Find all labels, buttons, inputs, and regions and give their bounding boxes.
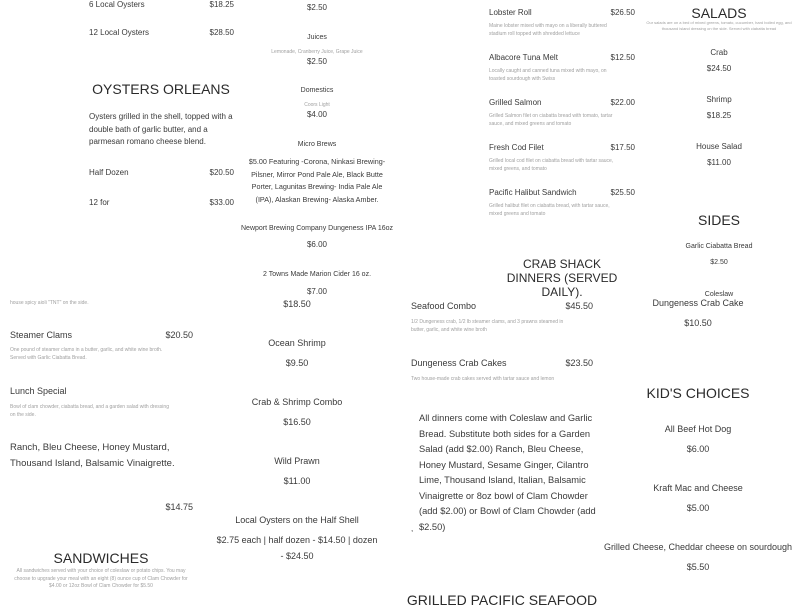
menu-item-price: $10.50 xyxy=(684,318,712,328)
menu-item-price: $18.25 xyxy=(209,0,234,9)
menu-item-price: $45.50 xyxy=(565,301,593,311)
menu-item-name: 12 for xyxy=(89,198,110,207)
menu-item-price: $22.00 xyxy=(610,98,635,107)
menu-item-price: $2.75 each | half dozen - $14.50 | dozen - $24.50 xyxy=(216,535,378,561)
menu-item-name: Crab & Shrimp Combo xyxy=(251,397,343,407)
menu-item-description: Bowl of clam chowder, ciabatta bread, and a garden salad with dressing on the side. xyxy=(10,404,169,418)
menu-item-price: $2.50 xyxy=(306,3,328,12)
menu-item-name: 12 Local Oysters xyxy=(89,28,150,37)
dressing-options: Ranch, Bleu Cheese, Honey Mustard, Thousand Island, Balsamic Vinaigrette. xyxy=(10,442,175,469)
menu-item-price: $18.50 xyxy=(283,299,311,309)
menu-item-sub: $5.00 Featuring -Corona, Ninkasi Brewing- Pilsner, Mirror Pond Pale Ale, Black Butte Porter, Lagunitas Brewing- India Pale Ale (IPA), Alaskan Brewing- Alaska Amber. xyxy=(248,157,386,204)
menu-item-sub: Coors Light xyxy=(304,102,330,108)
menu-item-price: $25.50 xyxy=(610,188,635,197)
menu-item-name: Domestics xyxy=(300,87,334,94)
menu-item-price: $5.50 xyxy=(686,562,710,572)
section-title-oysters-orleans: OYSTERS ORLEANS xyxy=(92,81,230,97)
menu-item-description: 1/2 Dungeness crab, 1/2 lb steamer clams, and 3 prawns steamed in butter, garlic, and white wine broth xyxy=(411,319,564,333)
menu-item-price: $4.00 xyxy=(306,110,328,119)
menu-item-price: $16.50 xyxy=(283,417,311,427)
menu-item-price: $12.50 xyxy=(610,53,635,62)
menu-item-name: Ocean Shrimp xyxy=(268,338,326,348)
menu-item-name: Micro Brews xyxy=(297,141,337,148)
menu-item-name: Half Dozen xyxy=(89,168,129,177)
menu-item-price: $11.00 xyxy=(707,158,731,167)
menu-item-price: $5.00 xyxy=(686,503,710,513)
menu-item-name: Pacific Halibut Sandwich xyxy=(489,188,577,197)
menu-item-price: $20.50 xyxy=(209,168,234,177)
menu-item-price: $24.50 xyxy=(706,64,732,73)
menu-item-name: Grilled Cheese, Cheddar cheese on sourdough xyxy=(603,542,793,552)
menu-item-name: Fresh Cod Filet xyxy=(489,143,544,152)
menu-item-description: Grilled local cod filet on ciabatta bread with tartar sauce, mixed greens, and tomato xyxy=(489,158,614,172)
menu-item-sub: Lemonade, Cranberry Juice, Grape Juice xyxy=(271,49,363,55)
section-title-sides: SIDES xyxy=(697,212,741,228)
menu-item-name: Wild Prawn xyxy=(274,456,320,466)
menu-item-name: Juices xyxy=(307,34,327,41)
section-title-salads: SALADS xyxy=(691,5,747,21)
item-note: house spicy aioli "TNT" on the side. xyxy=(10,300,89,306)
menu-item-price: $26.50 xyxy=(610,8,635,17)
menu-item-price: $17.50 xyxy=(610,143,635,152)
section-title-dinners: CRAB SHACK DINNERS (SERVED DAILY). xyxy=(506,257,618,299)
menu-item-name: All Beef Hot Dog xyxy=(664,424,732,434)
menu-item-description: Maine lobster mixed with mayo on a liberally buttered stadium roll topped with shredded lettuce xyxy=(489,23,607,37)
menu-item-name: Dungeness Crab Cake xyxy=(652,298,744,308)
menu-item-description: Grilled Salmon filet on ciabatta bread with tomato, tartar sauce, and mixed greens and tomato xyxy=(489,113,613,127)
menu-item-price: $20.50 xyxy=(165,330,193,340)
menu-item-name: Local Oysters on the Half Shell xyxy=(235,515,359,525)
menu-item-name: Garlic Ciabatta Bread xyxy=(685,243,753,250)
menu-item-price: $7.00 xyxy=(306,287,328,296)
section-description: Oysters grilled in the shell, topped with a double bath of garlic butter, and a parmesan romano cheese blend. xyxy=(89,112,233,146)
menu-item-name: Kraft Mac and Cheese xyxy=(653,483,743,493)
section-title-sandwiches: SANDWICHES xyxy=(53,550,149,566)
menu-item-price: $23.50 xyxy=(565,358,593,368)
menu-item-price: $9.50 xyxy=(285,358,309,368)
menu-item-price: $6.00 xyxy=(306,240,328,249)
menu-item-price: $33.00 xyxy=(209,198,234,207)
menu-item-name: Seafood Combo xyxy=(411,301,477,311)
stray-comma: , xyxy=(411,524,414,533)
menu-item-description: Grilled halibut filet on ciabatta bread, with tartar sauce, mixed greens and tomato xyxy=(489,203,610,217)
section-description: Our salads are on a bed of mixed greens, tomato, cucumber, hard boiled egg, and thousand island dressing on the side. Served with ciabatta bread xyxy=(646,20,792,31)
menu-item-price: $11.00 xyxy=(283,476,311,486)
menu-item-name: Lobster Roll xyxy=(489,8,532,17)
menu-item-description: Locally caught and canned tuna mixed with mayo, on toasted sourdough with Swiss xyxy=(489,68,607,82)
menu-item-price: $14.75 xyxy=(165,502,193,512)
menu-item-name: House Salad xyxy=(696,142,742,151)
dinner-sides-note: All dinners come with Coleslaw and Garlic Bread. Substitute both sides for a Garden Salad (add $2.00) Ranch, Bleu Cheese, Honey Mustard, Sesame Ginger, Cilantro Lime, Thousand Island, Italian, Balsamic Vinaigrette or 8oz bowl of Clam Chowder (add $2.00) or Bowl of Clam Chowder (add $2.50) xyxy=(419,413,596,532)
menu-item-name: Albacore Tuna Melt xyxy=(489,53,558,62)
menu-item-name: Shrimp xyxy=(706,95,732,104)
section-description: All sandwiches served with your choice of coleslaw or potato chips. You may choose to upgrade your meal with an eight (8) ounce cup of Clam Chowder for $4.00 or 12oz Bowl of Clam Chowder for $5.50 xyxy=(14,568,188,589)
menu-item-price: $28.50 xyxy=(209,28,234,37)
menu-item-price: $2.50 xyxy=(306,57,328,66)
menu-item-name: Lunch Special xyxy=(10,386,67,396)
menu-item-name: 2 Towns Made Marion Cider 16 oz. xyxy=(262,271,372,278)
menu-item-price: $6.00 xyxy=(686,444,710,454)
section-title-grilled-seafood: GRILLED PACIFIC SEAFOOD xyxy=(406,592,598,608)
menu-item-price: $2.50 xyxy=(710,259,728,266)
section-title-kids: KID'S CHOICES xyxy=(646,385,750,401)
menu-item-name: Crab xyxy=(710,48,728,57)
menu-item-name: Newport Brewing Company Dungeness IPA 16oz xyxy=(240,225,394,232)
menu-item-name: Steamer Clams xyxy=(10,330,73,340)
menu-item-price: $18.25 xyxy=(706,111,732,120)
menu-item-name: Grilled Salmon xyxy=(489,98,542,107)
menu-item-name: 6 Local Oysters xyxy=(89,0,145,9)
menu-item-name: Dungeness Crab Cakes xyxy=(411,358,507,368)
menu-item-description: Two house-made crab cakes served with tartar sauce and lemon xyxy=(411,376,555,382)
menu-item-description: One pound of steamer clams in a butter, garlic, and white wine broth. Served with Garlic Ciabatta Bread. xyxy=(10,347,163,361)
menu-item-name: Coleslaw xyxy=(704,291,734,298)
